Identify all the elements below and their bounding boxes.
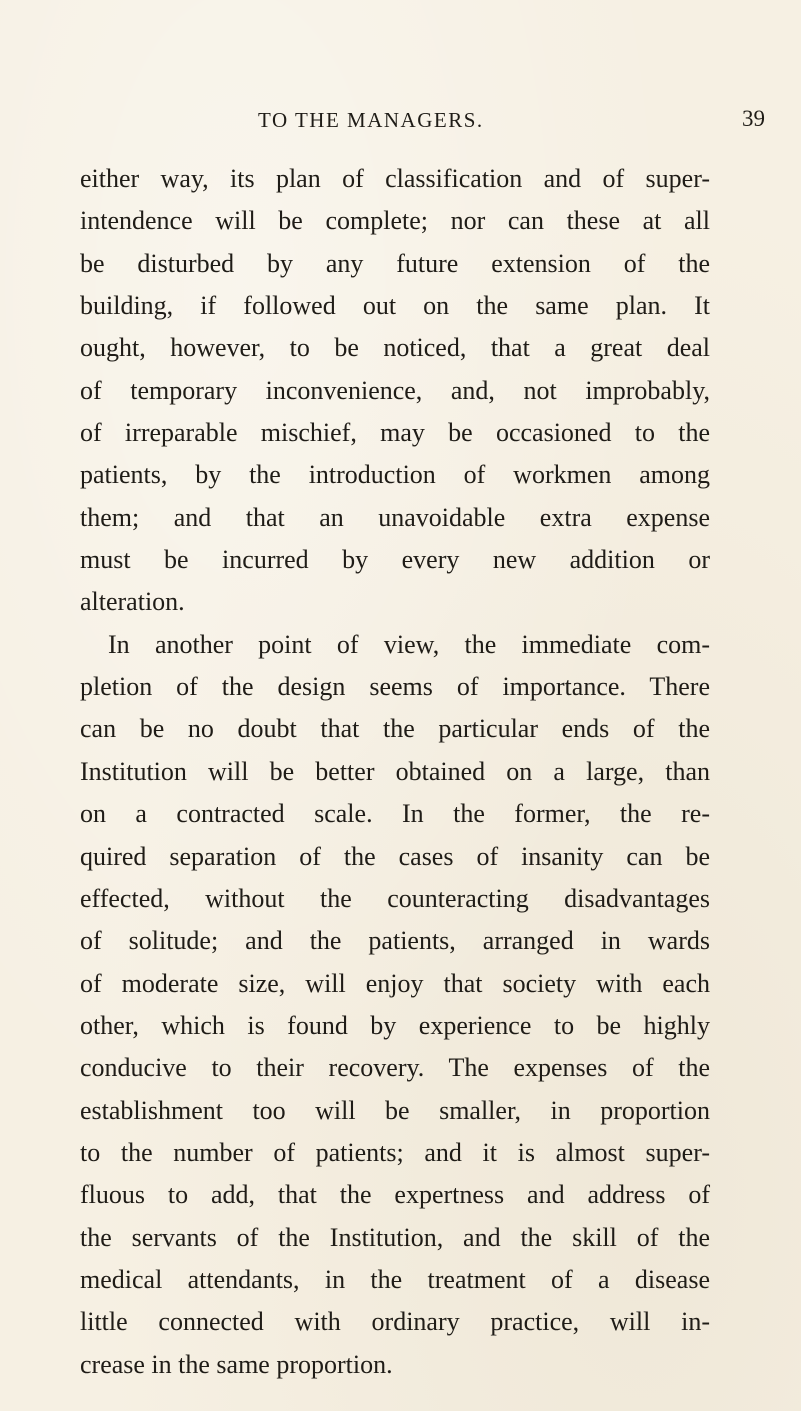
text-line: crease in the same proportion.	[80, 1349, 393, 1379]
text-line: of irreparable mischief, may be occasioned to the	[80, 418, 710, 448]
text-line: little connected with ordinary practice, will in-	[80, 1307, 710, 1337]
text-line: fluous to add, that the expertness and address of	[80, 1180, 710, 1210]
text-line: building, if followed out on the same plan. It	[80, 291, 710, 321]
page-header	[0, 108, 801, 148]
running-head: TO THE MANAGERS.	[258, 108, 484, 132]
text-line: of moderate size, will enjoy that society with each	[80, 968, 710, 998]
text-line: pletion of the design seems of importance. There	[80, 672, 710, 702]
text-line: conducive to their recovery. The expenses of the	[80, 1053, 710, 1083]
text-line: on a contracted scale. In the former, the re-	[80, 799, 710, 829]
text-line: other, which is found by experience to be highly	[80, 1010, 710, 1040]
body-text	[80, 158, 710, 1386]
text-line: of temporary inconvenience, and, not improbably,	[80, 375, 710, 405]
text-line: ought, however, to be noticed, that a great deal	[80, 333, 710, 363]
text-line: intendence will be complete; nor can these at all	[80, 206, 710, 236]
text-line: must be incurred by every new addition or	[80, 545, 710, 575]
text-line: establishment too will be smaller, in proportion	[80, 1095, 710, 1125]
text-line: Institution will be better obtained on a large, than	[80, 756, 710, 786]
text-line: alteration.	[80, 587, 185, 617]
text-line: them; and that an unavoidable extra expense	[80, 502, 710, 532]
text-line: quired separation of the cases of insanity can be	[80, 841, 710, 871]
text-line: In another point of view, the immediate com-	[108, 629, 710, 659]
text-line: of solitude; and the patients, arranged in wards	[80, 926, 710, 956]
text-line: effected, without the counteracting disadvantages	[80, 883, 710, 913]
text-line: patients, by the introduction of workmen among	[80, 460, 710, 490]
text-line: either way, its plan of classification and of super-	[80, 164, 710, 193]
page-number: 39	[742, 106, 765, 131]
text-line: to the number of patients; and it is almost super-	[80, 1137, 710, 1167]
text-line: be disturbed by any future extension of the	[80, 248, 710, 278]
text-line: can be no doubt that the particular ends of the	[80, 714, 710, 744]
text-line: the servants of the Institution, and the skill of the	[80, 1222, 710, 1252]
text-line: medical attendants, in the treatment of a disease	[80, 1264, 710, 1294]
